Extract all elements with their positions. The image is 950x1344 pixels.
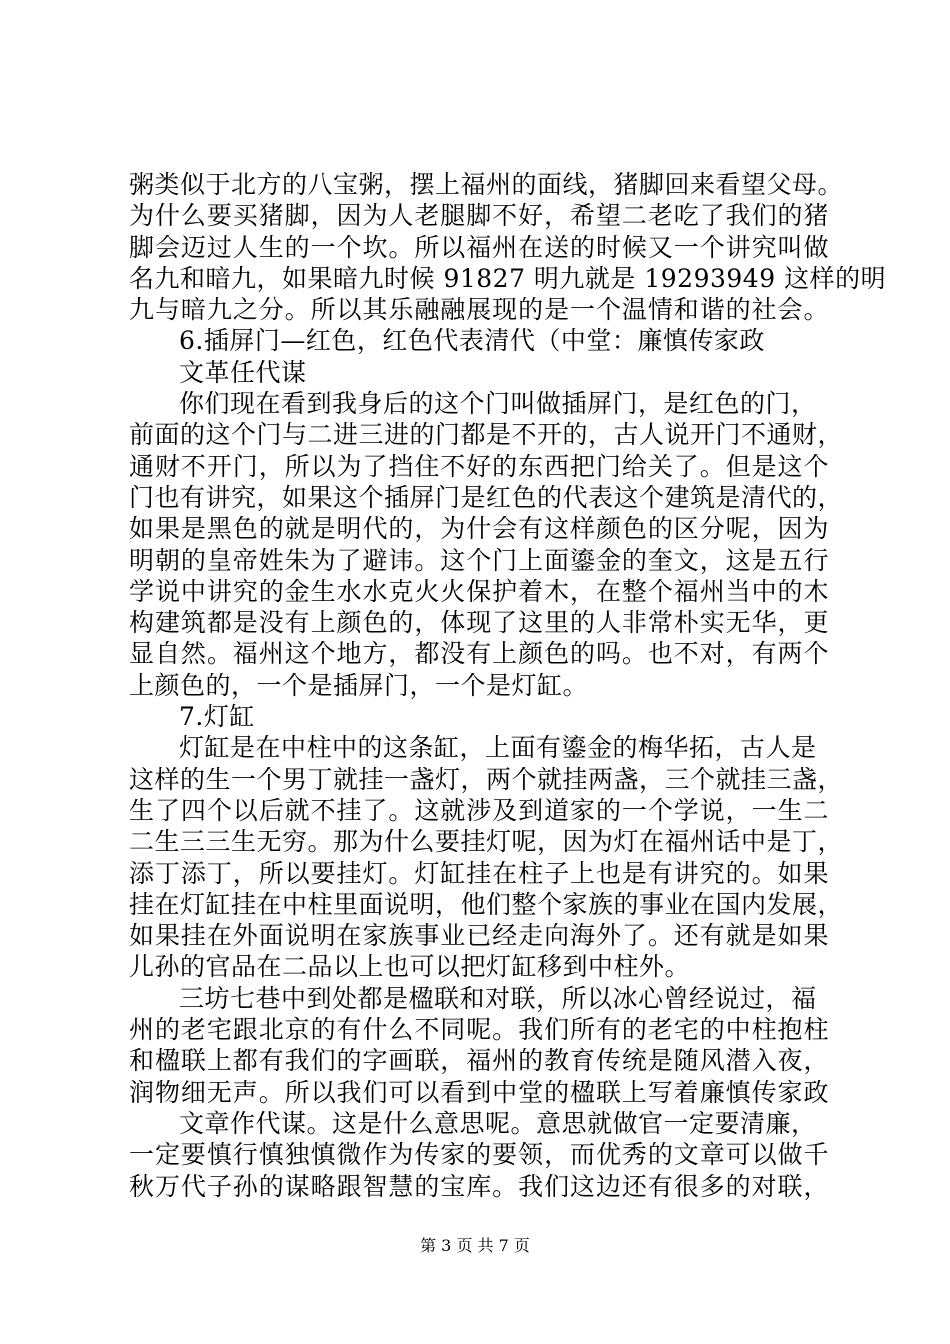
text-line: 构建筑都是没有上颜色的，体现了这里的人非常朴实无华，更 (129, 608, 829, 638)
paragraph-start: 三坊七巷中到处都是楹联和对联，所以冰心曾经说过，福 (179, 983, 817, 1013)
paragraph-start: 灯缸是在中柱中的这条缸，上面有鎏金的梅华拓，古人是 (179, 733, 817, 763)
text-line: 生了四个以后就不挂了。这就涉及到道家的一个学说，一生二 (129, 795, 829, 825)
text-line: 润物细无声。所以我们可以看到中堂的楹联上写着廉慎传家政 (129, 1077, 829, 1107)
paragraph-start: 文章作代谋。这是什么意思呢。意思就做官一定要清廉， (179, 1108, 817, 1138)
text-line: 儿孙的官品在二品以上也可以把灯缸移到中柱外。 (129, 952, 691, 982)
text-line: 添丁添丁，所以要挂灯。灯缸挂在柱子上也是有讲究的。如果 (129, 858, 829, 888)
body-text (129, 169, 887, 1202)
text-line: 通财不开门，所以为了挡住不好的东西把门给关了。但是这个 (129, 451, 829, 481)
text-line: 九与暗九之分。所以其乐融融展现的是一个温情和谐的社会。 (129, 295, 829, 325)
page-footer (0, 1236, 950, 1256)
text-line: 名九和暗九，如果暗九时候 91827 明九就是 19293949 这样的明 (129, 263, 887, 293)
text-line: 前面的这个门与二进三进的门都是不开的，古人说开门不通财， (129, 420, 844, 450)
text-line: 学说中讲究的金生水水克火火保护着木，在整个福州当中的木 (129, 576, 829, 606)
text-line: 二生三三生无穷。那为什么要挂灯呢，因为灯在福州话中是丁， (129, 827, 844, 857)
text-line: 秋万代子孙的谋略跟智慧的宝库。我们这边还有很多的对联， (129, 1171, 829, 1201)
text-line: 脚会迈过人生的一个坎。所以福州在送的时候又一个讲究叫做 (129, 232, 829, 262)
text-line: 挂在灯缸挂在中柱里面说明，他们整个家族的事业在国内发展， (129, 889, 844, 919)
text-line: 明朝的皇帝姓朱为了避讳。这个门上面鎏金的奎文，这是五行 (129, 545, 829, 575)
section-heading-continuation: 文革任代谋 (179, 357, 307, 387)
text-line: 和楹联上都有我们的字画联，福州的教育传统是随风潜入夜， (129, 1046, 829, 1076)
section-heading: 7.灯缸 (179, 702, 255, 732)
section-heading: 6.插屏门—红色，红色代表清代（中堂：廉慎传家政 (179, 326, 765, 356)
page-number: 第 3 页 共 7 页 (420, 1236, 530, 1255)
text-line: 一定要慎行慎独慎微作为传家的要领，而优秀的文章可以做千 (129, 1140, 829, 1170)
text-line: 上颜色的，一个是插屏门，一个是灯缸。 (129, 670, 589, 700)
text-line: 为什么要买猪脚，因为人老腿脚不好，希望二老吃了我们的猪 (129, 201, 829, 231)
text-line: 州的老宅跟北京的有什么不同呢。我们所有的老宅的中柱抱柱 (129, 1015, 829, 1045)
text-line: 如果是黑色的就是明代的，为什会有这样颜色的区分呢，因为 (129, 514, 829, 544)
text-line: 粥类似于北方的八宝粥，摆上福州的面线，猪脚回来看望父母。 (129, 170, 844, 199)
text-line: 门也有讲究，如果这个插屏门是红色的代表这个建筑是清代的， (129, 482, 844, 512)
paragraph-start: 你们现在看到我身后的这个门叫做插屏门，是红色的门， (179, 389, 817, 419)
text-line: 如果挂在外面说明在家族事业已经走向海外了。还有就是如果 (129, 921, 829, 951)
text-line: 显自然。福州这个地方，都没有上颜色的吗。也不对，有两个 (129, 639, 829, 669)
text-line: 这样的生一个男丁就挂一盏灯，两个就挂两盏，三个就挂三盏， (129, 764, 844, 794)
